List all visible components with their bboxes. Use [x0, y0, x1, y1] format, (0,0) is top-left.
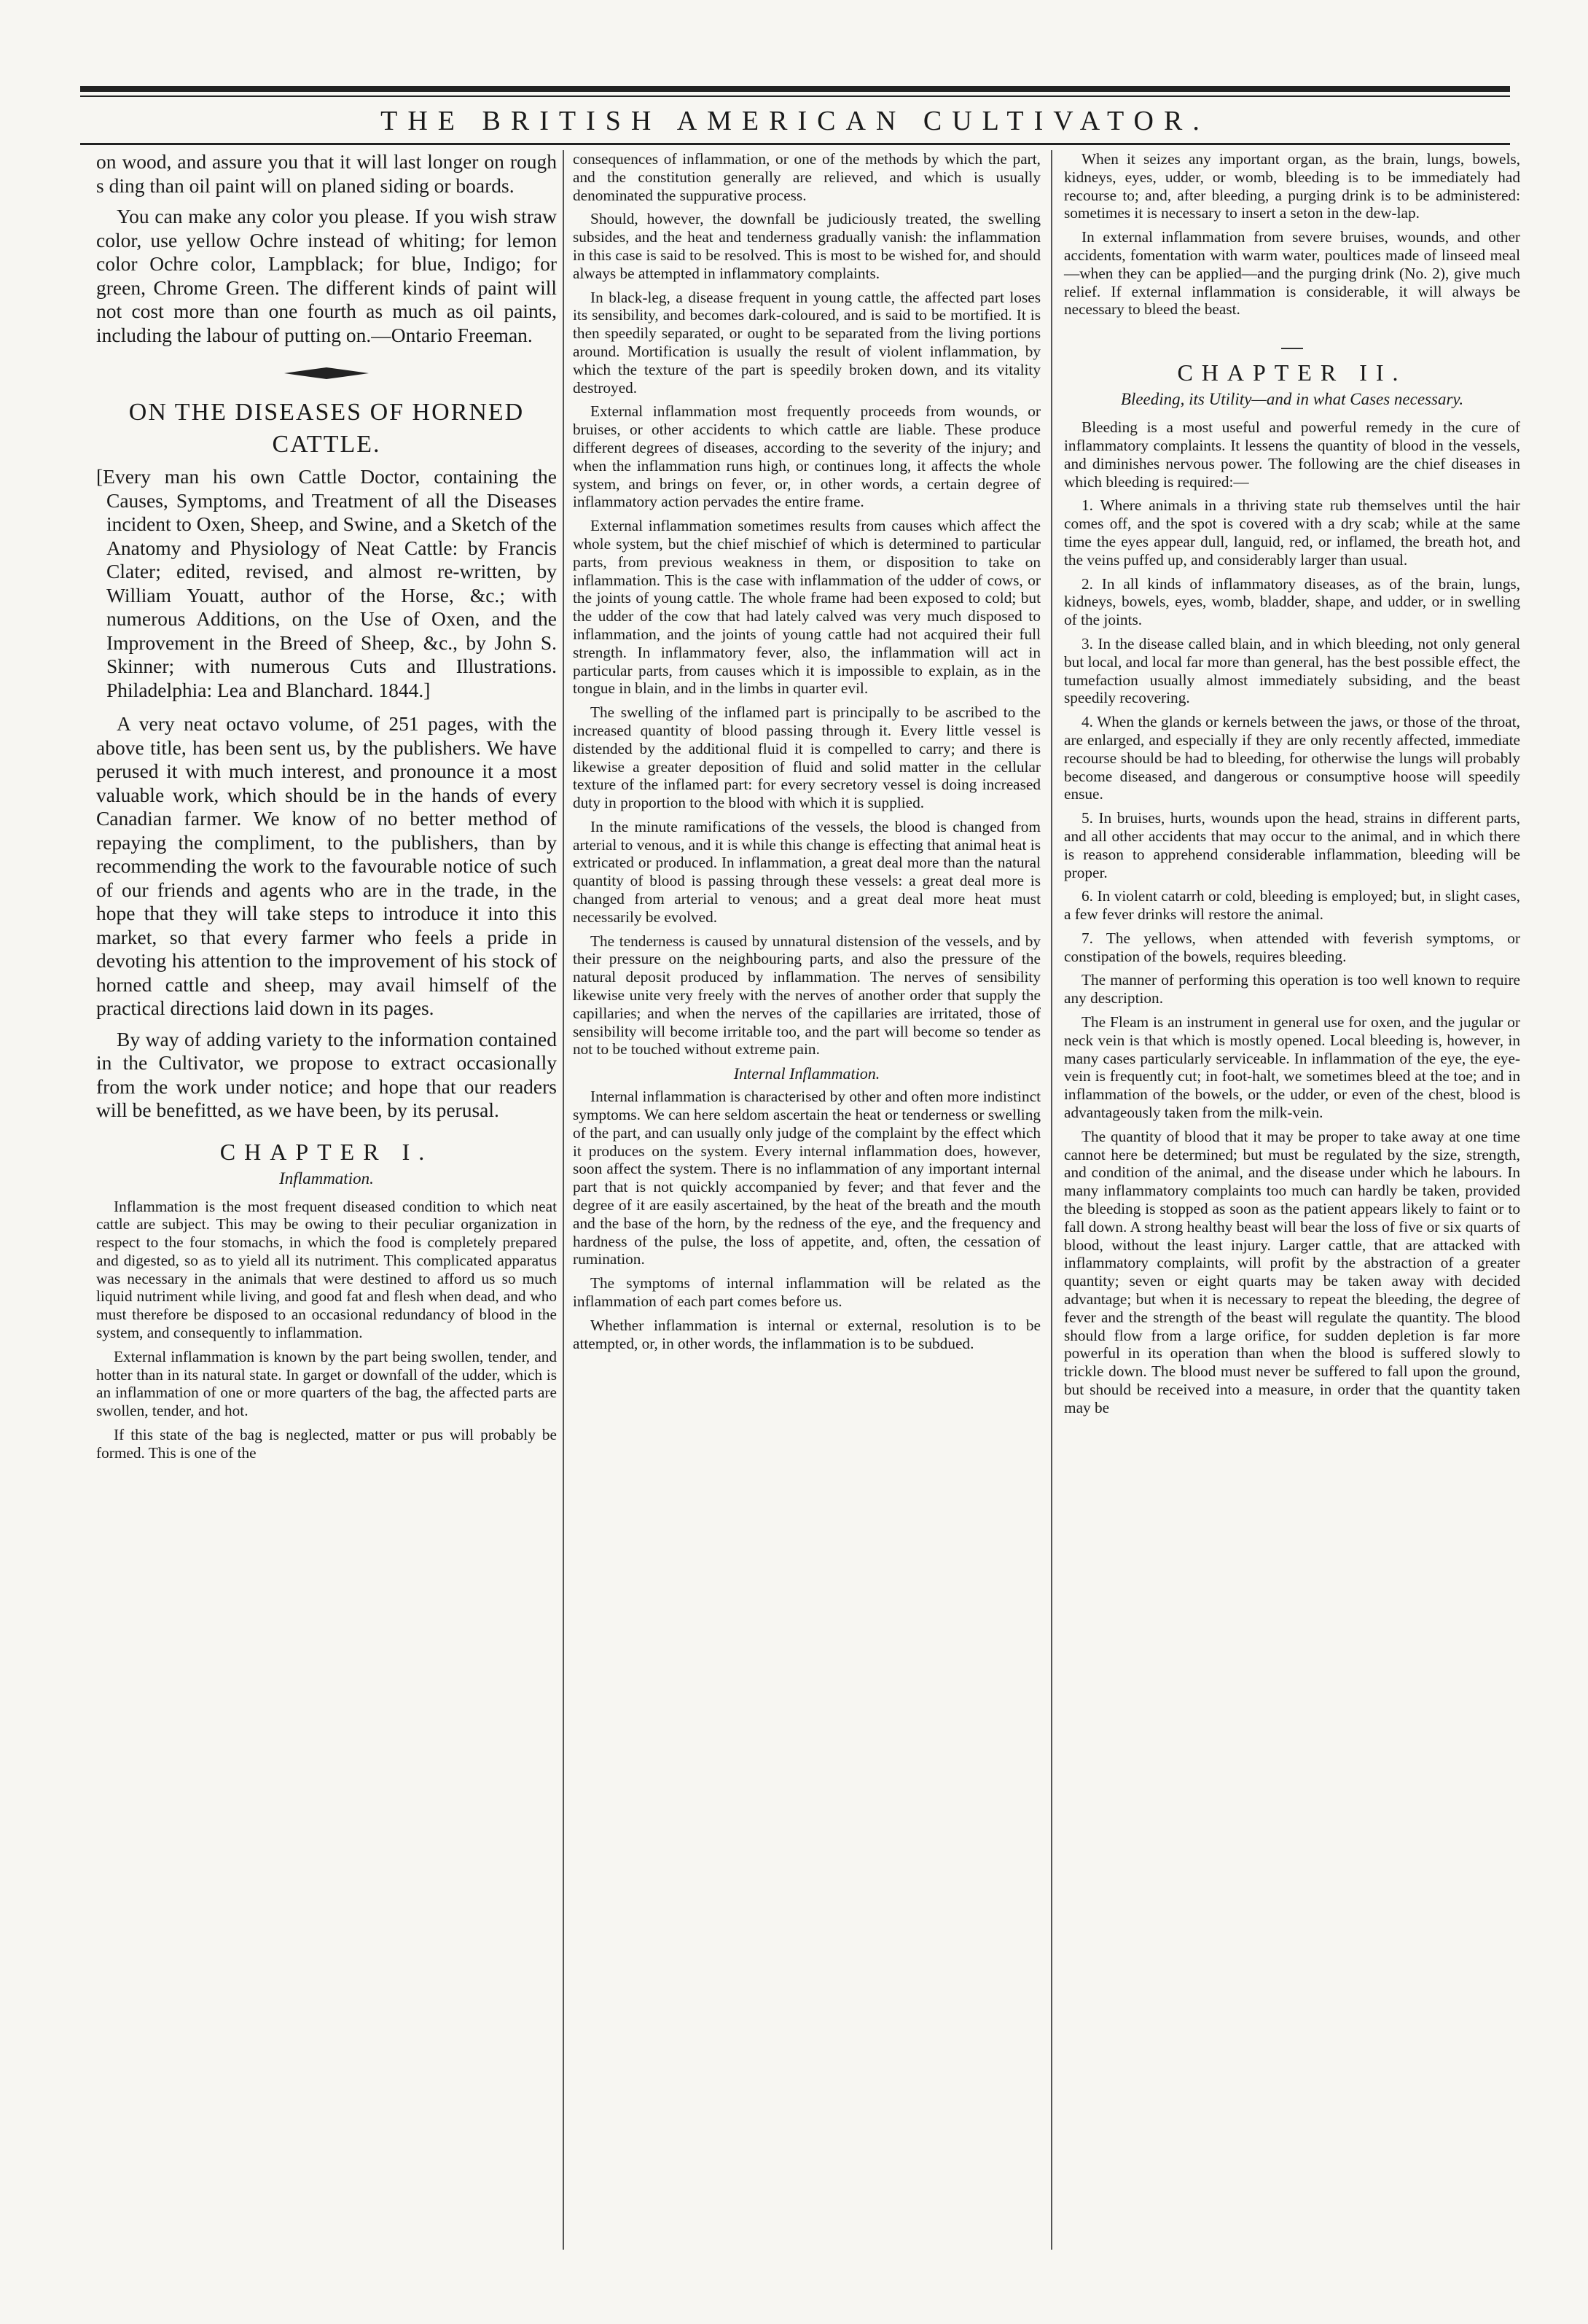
paragraph: In black-leg, a disease frequent in young cattle, the affected part loses its sensibility, and becomes dark-coloured, and is said to be mortified. It is then speedily separated, or ought to be separated from the living portions around. Mortification is usually the result of violent inflammation, by which the texture of the part is speedily broken down, and its vitality destroyed.: [573, 288, 1041, 397]
paragraph: The Fleam is an instrument in general use for oxen, and the jugular or neck vein is that which is mostly opened. Local bleeding is, however, in many cases particularly serviceable. In inflammation of the eye, the eye-vein is frequently cut; in foot-halt, we sometimes bleed at the toe; and in inflammation of the bowels, or the udder, or even of the chest, blood is advantageously taken from the milk-vein.: [1064, 1013, 1520, 1122]
paragraph: 7. The yellows, when attended with feverish symptoms, or constipation of the bowels, requires bleeding.: [1064, 929, 1520, 965]
paragraph: External inflammation is known by the part being swollen, tender, and hotter than in its natural state. In garget or downfall of the udder, which is an inflammation of one or more quarters of the bag, the affected parts are swollen, tender, and hot.: [96, 1347, 557, 1420]
paragraph: External inflammation most frequently proceeds from wounds, or bruises, or other accidents to which cattle are liable. These produce different degrees of diseases, according to the severity of the injury; and when the inflammation runs high, or continues long, it affects the whole system, and brings on fever, or, in other words, a certain degree of inflammatory action pervades the entire frame.: [573, 402, 1041, 511]
column-divider: [1051, 150, 1052, 2250]
paragraph: 2. In all kinds of inflammatory diseases, as of the brain, lungs, kidneys, bowels, eyes, womb, bladder, shape, and udder, or in swelling of the joints.: [1064, 574, 1520, 629]
masthead-rule-thin: [80, 95, 1510, 97]
book-citation: [Every man his own Cattle Doctor, containing the Causes, Symptoms, and Treatment of all the Diseases incident to Oxen, Sheep, and Swine, and a Sketch of the Anatomy and Physiology of Neat Cattle: by Francis Clater; edited, revised, and almost re-written, by William Youatt, author of the Horse, &c.; with numerous Additions, on the Use of Oxen, and the Improvement in the Breed of Sheep, &c., by John S. Skinner; with numerous Cuts and Illustrations. Philadelphia: Lea and Blanchard. 1844.]: [96, 465, 557, 701]
paragraph: 1. Where animals in a thriving state rub themselves until the hair comes off, and the spot is covered with a dry scab; while at the same time the eyes appear dull, languid, red, or inflamed, the breath hot, and the veins puffed up, and considerably larger than usual.: [1064, 496, 1520, 569]
chapter-heading: CHAPTER I.: [219, 1138, 434, 1165]
paragraph: 6. In violent catarrh or cold, bleeding is employed; but, in slight cases, a few fever drinks will restore the animal.: [1064, 887, 1520, 924]
paragraph: Should, however, the downfall be judiciously treated, the swelling subsides, and the heat and tenderness gradually vanish: the inflammation in this case is said to be resolved. This is most to be wished for, and should always be attempted in inflammatory complaints.: [573, 210, 1041, 282]
paragraph: Internal inflammation is characterised by other and often more indistinct symptoms. We can here seldom ascertain the heat or tenderness or swelling of the part, and can usually only judge of the complaint by the effect which it produces on the system. Every internal inflammation does, however, soon affect the system. There is no inflammation of any important internal part that is not quickly accompanied by fever; and that fever and the degree of it are easily ascertained, by the heat of the breath and the mouth and the base of the horn, by the redness of the eye, and the frequency and hardness of the pulse, the loss of appetite, and, often, the cessation of rumination.: [573, 1088, 1041, 1268]
paragraph: 4. When the glands or kernels between the jaws, or those of the throat, are enlarged, and especially if they are only recently affected, immediate recourse should be had to bleeding, for otherwise the lungs will probably become diseased, and dangerous or consumptive hoose will speedily ensue.: [1064, 713, 1520, 803]
paragraph: When it seizes any important organ, as the brain, lungs, bowels, kidneys, eyes, udder, or womb, bleeding is to be immediately had recourse to; and, after bleeding, a purging drink is to be administered: sometimes it is necessary to insert a seton in the dew-lap.: [1064, 150, 1520, 222]
paragraph: If this state of the bag is neglected, matter or pus will probably be formed. This is one of the: [96, 1426, 557, 1462]
masthead-rule-thick: [80, 86, 1510, 92]
paragraph: External inflammation sometimes results from causes which affect the whole system, but the chief mischief of which is determined to particular parts, from previous weakness in them, or disposition to take on inflammation. This is the case with inflammation of the udder of cows, or the joints of young cattle. The whole frame had been exposed to cold; but the udder of the cow that had lately calved was very much disposed to inflammation, and the joints of young cattle had not acquired their full strength. In inflammatory fever, also, the inflammation will act in particular parts, from causes which it is impossible to explain, as in the tongue in blain, and in the limbs in quarter evil.: [573, 517, 1041, 698]
paragraph: The tenderness is caused by unnatural distension of the vessels, and by their pressure on the neighbouring parts, and also the pressure of the natural deposit produced by inflammation. The nerves of sensibility likewise unite very freely with the nerves of another order that supply the capillaries; and when the nerves of the capillaries are irritated, those of sensibility will become irritable too, and the part will become so tender as not to be touched without extreme pain.: [573, 932, 1041, 1058]
paragraph: Whether inflammation is internal or external, resolution is to be attempted, or, in other words, the inflammation is to be subdued.: [573, 1316, 1041, 1352]
page-masthead: THE BRITISH AMERICAN CULTIVATOR.: [380, 106, 1210, 136]
paragraph: In the minute ramifications of the vessels, the blood is changed from arterial to venous, and it is while this change is effecting that animal heat is extricated or produced. In inflammation, a great deal more than the natural quantity of blood is passing through these vessels: a great deal more is changed from arterial to venous; and a great deal more heat must necessarily be evolved.: [573, 817, 1041, 926]
column-1: [96, 150, 557, 1468]
paragraph: consequences of inflammation, or one of the methods by which the part, and the constitution generally are relieved, and which is usually denominated the suppurative process.: [573, 150, 1041, 204]
paragraph: Bleeding is a most useful and powerful remedy in the cure of inflammatory complaints. It lessens the quantity of blood in the vessels, and diminishes nervous power. The following are the chief diseases in which bleeding is required:—: [1064, 418, 1520, 491]
chapter-subtitle: Bleeding, its Utility—and in what Cases necessary.: [1120, 390, 1464, 409]
chapter-subtitle: Inflammation.: [279, 1169, 374, 1188]
paragraph: A very neat octavo volume, of 251 pages, with the above title, has been sent us, by the publishers. We have perused it with much interest, and pronounce it a most valuable work, which should be in the hands of every Canadian farmer. We know of no better method of repaying the compliment, to the publishers, than by recommending the work to the favourable notice of such of our friends and agents who are in the trade, in the hope that they will take steps to introduce it into this market, so that every farmer who feels a pride in devoting his attention to the improvement of his stock of horned cattle and sheep, may avail himself of the practical directions laid down in its pages.: [96, 712, 557, 1019]
paragraph: The quantity of blood that it may be proper to take away at one time cannot here be determined; but must be regulated by the size, strength, and condition of the animal, and the disease under which he labours. In many inflammatory complaints too much can hardly be taken, provided the bleeding is stopped as soon as the patient appears likely to faint or to fall down. A strong healthy beast will bear the loss of five or six quarts of blood, without the least injury. Larger cattle, that are attacked with inflammatory complaints, will profit by the abstraction of a greater quantity; seven or eight quarts may be taken away with decided advantage; but when it is necessary to repeat the bleeding, the degree of fever and the strength of the beast will regulate the quantity. The blood should flow from a large orifice, for sudden depletion is far more powerful in its operation than when the blood is suffered slowly to trickle down. The blood must never be suffered to fall upon the ground, but should be received into a measure, in order that the quantity taken may be: [1064, 1127, 1520, 1416]
ornament-divider-icon: [283, 366, 370, 381]
column-3: [1064, 150, 1520, 1423]
paragraph: 3. In the disease called blain, and in which bleeding, not only general but local, and local far more than general, has the best possible effect, the tumefaction usually almost immediately subsiding, and the beast speedily recovering.: [1064, 634, 1520, 707]
chapter-heading: CHAPTER II.: [1177, 359, 1407, 386]
column-divider: [563, 150, 564, 2250]
paragraph: on wood, and assure you that it will last longer on rough s ding than oil paint will on planed siding or boards.: [96, 150, 557, 197]
section-heading: Internal Inflammation.: [733, 1064, 880, 1083]
paragraph: Inflammation is the most frequent diseased condition to which neat cattle are subject. This may be owing to their peculiar organization in respect to the four stomachs, in which the food is completely prepared and digested, so as to yield all its nutriment. This complicated apparatus was necessary in the animals that were destined to afford us so much liquid nutriment while living, and good fat and flesh when dead, and who must therefore be disposed to an occasional redundancy of blood in the system, and consequently to inflammation.: [96, 1197, 557, 1342]
article-heading: ON THE DISEASES OF HORNED CATTLE.: [128, 399, 525, 458]
paragraph: The swelling of the inflamed part is principally to be ascribed to the increased quantity of blood passing through it. Every little vessel is distended by the additional fluid it is compelled to carry; and there is likewise a greater deposition of fluid and solid matter in the cellular texture of the inflamed part: for every secretory vessel is doing increased duty in proportion to the blood with which it is supplied.: [573, 703, 1041, 812]
paragraph: By way of adding variety to the information contained in the Cultivator, we propose to extract occasionally from the work under notice; and hope that our readers will be benefitted, as we have been, by its perusal.: [96, 1027, 557, 1121]
column-2: [573, 150, 1041, 1358]
paragraph: You can make any color you please. If you wish straw color, use yellow Ochre instead of whiting; for lemon color Ochre color, Lampblack; for blue, Indigo; for green, Chrome Green. The different kinds of paint will not cost more than one fourth as much as oil paints, including the labour of putting on.—Ontario Freeman.: [96, 205, 557, 346]
masthead-rule-bottom: [80, 143, 1510, 145]
paragraph: In external inflammation from severe bruises, wounds, and other accidents, fomentation with warm water, poultices made of linseed meal—when they can be applied—and the purging drink (No. 2), give much relief. If external inflammation is considerable, it will always be necessary to bleed the beast.: [1064, 228, 1520, 319]
section-rule: [1281, 348, 1303, 349]
paragraph: 5. In bruises, hurts, wounds upon the head, strains in different parts, and all other accidents that may occur to the animal, and in which there is reason to apprehend considerable inflammation, bleeding will be proper.: [1064, 809, 1520, 881]
paragraph: The manner of performing this operation is too well known to require any description.: [1064, 971, 1520, 1007]
paragraph: The symptoms of internal inflammation will be related as the inflammation of each part comes before us.: [573, 1274, 1041, 1311]
